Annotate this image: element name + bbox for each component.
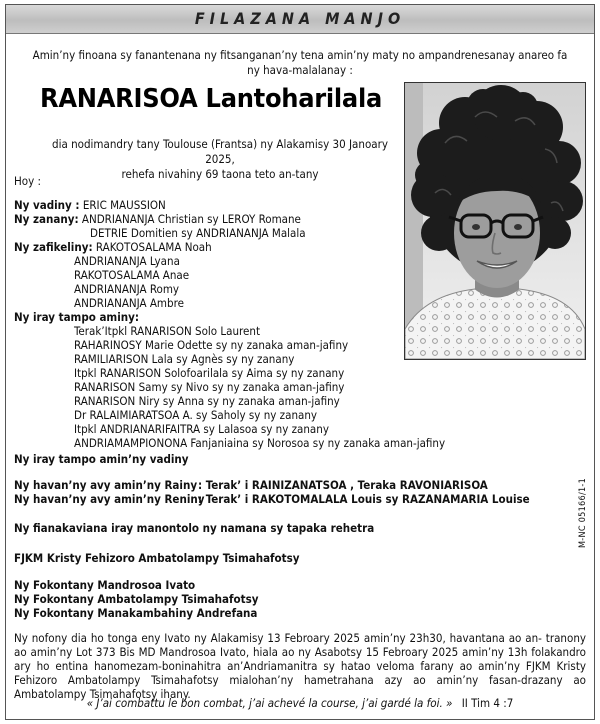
portrait-illustration (405, 83, 585, 359)
spouse-siblings: Ny iray tampo amin’ny vadiny (14, 452, 189, 466)
death-notice-line-2: rehefa nivahiny 69 taona teto an-tany (121, 167, 319, 181)
grandchild-entry: RAKOTOSALAMA Anae (74, 268, 190, 282)
side-reference-code: M-NC 05166/1-1 (578, 477, 588, 548)
mother-line-label: Ny havan’ny avy amin’ny Reniny (14, 492, 205, 506)
notice-banner (6, 5, 594, 34)
group-entry: FJKM Kristy Fehizoro Ambatolampy Tsimahafotsy (14, 551, 300, 565)
children-label: Ny zanany: (14, 212, 79, 226)
funeral-paragraph: Ny nofony dia ho tonga eny Ivato ny Alakamisy 13 Febroary 2025 amin’ny 23h30, havantana ao an- tranony ao amin’ny Lot 373 Bis MD Mandrosoa Ivato, hiala ao ny Asabotsy 15 Febroary 2025 amin’ny 13h folakandro ary ho entina hanomezam-boninahitra an’Andriamanitra sy hatao veloma farany ao amin’ny FJKM Kristy Fehizoro Ambatolampy Tsimahafotsy mialohan’ny hametrahana azy ao amin’ny fasan-drazany ao Ambatolampy Tsimahafotsy ihany. (14, 631, 586, 701)
sibling-entry: RANARISON Niry sy Anna sy ny zanaka aman-jafiny (74, 394, 340, 408)
father-line-label: Ny havan’ny avy amin’ny Rainy (14, 478, 198, 492)
death-notice (40, 137, 400, 182)
grandchild-entry: RAKOTOSALAMA Noah (95, 240, 212, 254)
siblings-label: Ny iray tampo aminy: (14, 310, 139, 324)
grandchild-entry: ANDRIANANJA Romy (74, 282, 180, 296)
sibling-entry: Terak’Itpkl RANARISON Solo Laurent (74, 324, 261, 338)
sibling-entry: RANARISON Samy sy Nivo sy ny zanaka aman-jafiny (74, 380, 345, 394)
group-entry: Ny fianakaviana iray manontolo ny namana sy tapaka rehetra (14, 521, 375, 535)
death-notice-line-1: dia nodimandry tany Toulouse (Frantsa) ny Alakamisy 30 Janoary 2025, (52, 137, 388, 166)
grandchild-entry: ANDRIANANJA Ambre (74, 296, 184, 310)
group-entry: Ny Fokontany Mandrosoa Ivato (14, 578, 196, 592)
closing-quote (14, 696, 586, 710)
spouse-label: Ny vadiny : (14, 198, 80, 212)
spouse-name: ERIC MAUSSION (82, 198, 166, 212)
mother-line: : Terak’ i RAKOTOMALALA Louis sy RAZANAMARIA Louise (198, 492, 530, 506)
group-entry: Ny Fokontany Ambatolampy Tsimahafotsy (14, 592, 259, 606)
sibling-entry: Dr RALAIMIARATSOA A. sy Saholy sy ny zanany (74, 408, 318, 422)
sibling-entry: Itpkl RANARISON Solofoarilala sy Aima sy ny zanany (74, 366, 345, 380)
children-row (14, 212, 301, 226)
portrait-photo (404, 82, 586, 360)
group-entry: Ny Fokontany Manakambahiny Andrefana (14, 606, 258, 620)
spouse-row (14, 198, 166, 212)
sibling-entry: Itpkl ANDRIANARIFAITRA sy Lalasoa sy ny zanany (74, 422, 329, 436)
greeting: Hoy : (14, 174, 42, 188)
intro-text: Amin’ny finoana sy fanantenana ny fitsanganan’ny tena amin’ny maty no ampandrenesanay anareo fa ny hava-malalanay : (32, 48, 568, 77)
child-entry: ANDRIANANJA Christian sy LEROY Romane (81, 212, 301, 226)
grandchild-entry: ANDRIANANJA Lyana (74, 254, 180, 268)
quote-reference: II Tim 4 :7 (461, 696, 514, 710)
father-line: : Terak’ i RAINIZANATSOA , Teraka RAVONIARISOA (198, 478, 488, 492)
sibling-entry: ANDRIAMAMPIONONA Fanjaniaina sy Norosoa sy ny zanaka aman-jafiny (74, 436, 446, 450)
deceased-name: RANARISOA Lantoharilala (40, 84, 383, 114)
grandchildren-label: Ny zafikeliny: (14, 240, 93, 254)
notice-title: FILAZANA MANJO (194, 9, 406, 28)
sibling-entry: RAMILIARISON Lala sy Agnès sy ny zanany (74, 352, 295, 366)
grandchildren-row (14, 240, 212, 254)
sibling-entry: RAHARINOSY Marie Odette sy ny zanaka aman-jafiny (74, 338, 349, 352)
child-entry: DETRIE Domitien sy ANDRIANANJA Malala (90, 226, 306, 240)
quote-text: « J’ai combattu le bon combat, j’ai achevé la course, j’ai gardé la foi. » (86, 696, 453, 710)
